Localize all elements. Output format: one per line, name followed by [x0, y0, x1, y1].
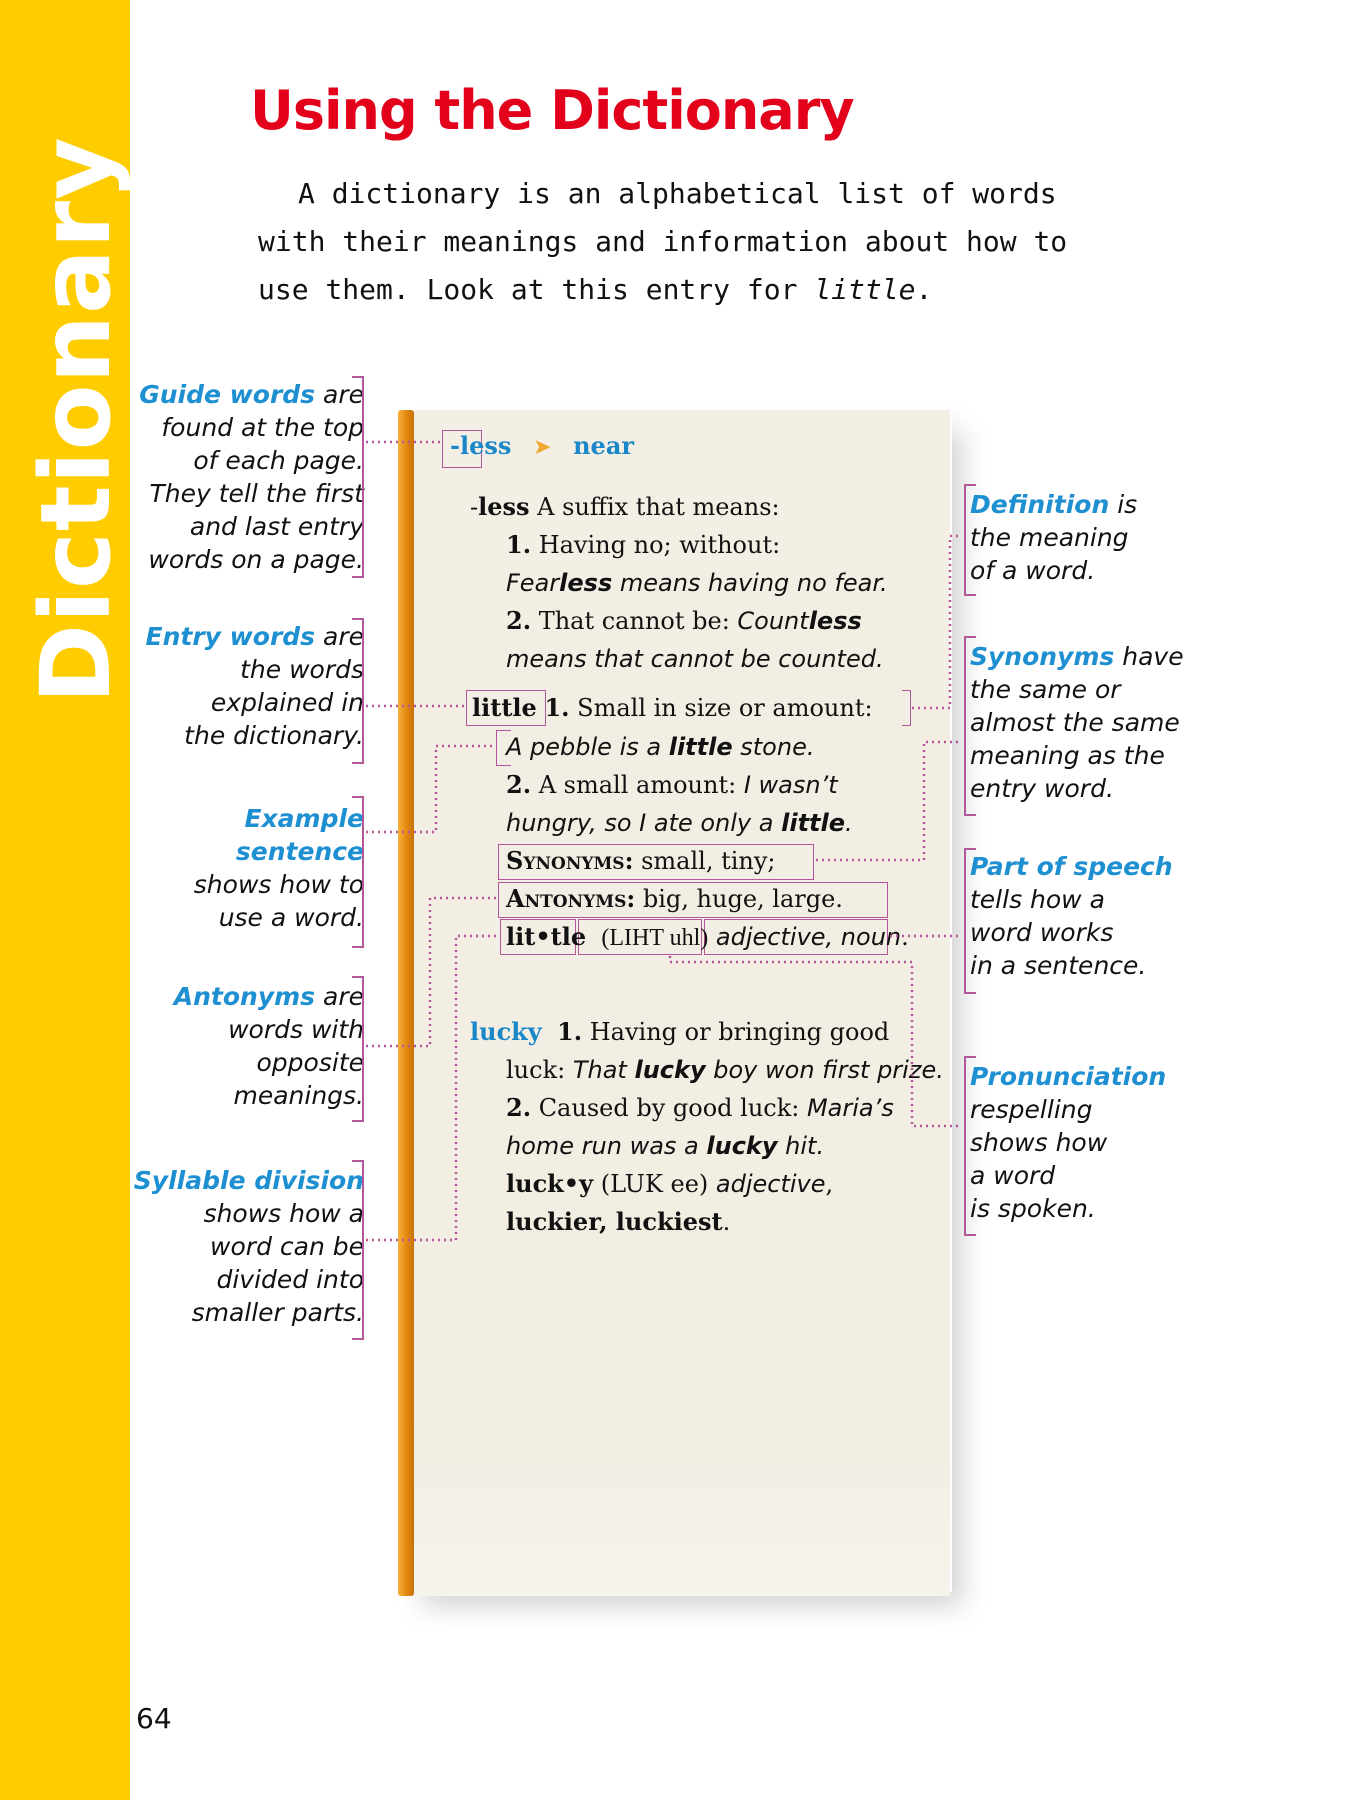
pronunciation-respelling: (LIHT uhl) [601, 925, 709, 951]
note-text: words on a page. [148, 545, 364, 574]
def-text: Having or bringing good [582, 1018, 890, 1046]
entry-lucky-example2 [506, 1134, 824, 1158]
intro-text-end: . [915, 273, 933, 306]
note-text: is [1109, 490, 1138, 519]
page-number: 64 [136, 1702, 172, 1735]
note-term: Pronunciation [970, 1062, 1167, 1091]
note-text: divided into [216, 1265, 364, 1294]
note-text: respelling [970, 1095, 1093, 1124]
entry-lucky-headword: lucky [470, 1017, 542, 1046]
entry-lucky-line2 [506, 1058, 944, 1082]
antonyms-label: Antonyms: [506, 884, 636, 913]
bracket-entry [352, 618, 364, 764]
note-text: almost the same [970, 708, 1180, 737]
note-text: smaller parts. [191, 1298, 364, 1327]
note-text: the words [240, 655, 364, 684]
bracket-syllable [352, 1160, 364, 1340]
note-text: entry word. [970, 774, 1114, 803]
note-text: a word [970, 1161, 1056, 1190]
example-text: Count [737, 607, 809, 635]
entry-less-example1 [506, 571, 888, 595]
syllable-division: luck•y [506, 1169, 594, 1198]
entry-lucky-line1 [470, 1017, 890, 1046]
note-text: are [315, 622, 364, 651]
example-text: means having no fear. [612, 569, 888, 597]
example-text: hit. [777, 1132, 825, 1160]
note-example-sentence [194, 802, 364, 934]
def-number: 2. [506, 606, 532, 635]
entry-little-example2 [506, 811, 853, 835]
entry-lucky-def2 [506, 1093, 894, 1122]
entry-little-line1 [472, 693, 873, 722]
def-text: Caused by good luck: [531, 1094, 807, 1122]
example-bold: lucky [634, 1056, 706, 1084]
definition-box-end [902, 690, 911, 726]
page-title: Using the Dictionary [250, 79, 854, 142]
punct: , [825, 1170, 834, 1198]
example-bold: less [808, 607, 862, 635]
def-number: 2. [506, 770, 532, 799]
synonyms-text: small, tiny; [633, 847, 776, 875]
guide-word-last: near [573, 431, 635, 460]
note-text: found at the top [161, 413, 364, 442]
note-text: word can be [210, 1232, 364, 1261]
entry-less-intro: A suffix that means: [529, 493, 780, 521]
example-text: stone. [732, 733, 815, 761]
note-term: Entry words [145, 622, 316, 651]
def-text: Having no; without: [531, 531, 781, 559]
entry-less-example2 [506, 647, 884, 671]
note-text: the meaning [970, 523, 1129, 552]
entry-little-synonyms [506, 846, 776, 875]
bracket-example [352, 796, 364, 948]
part-of-speech: adjective [715, 1170, 826, 1198]
note-text: is spoken. [970, 1194, 1096, 1223]
note-text: use a word. [218, 903, 364, 932]
entry-less-def2 [506, 606, 862, 635]
note-text: shows how a [203, 1199, 364, 1228]
note-text: the dictionary. [184, 721, 364, 750]
note-guide-words [139, 378, 364, 576]
def-text: A small amount: [531, 771, 744, 799]
part-of-speech: adjective, noun [715, 923, 902, 951]
intro-text: A dictionary is an alphabetical list of words with their meanings and information about how to use them. Look at this entry for [258, 177, 1068, 306]
note-text: They tell the first [149, 479, 364, 508]
note-term: Guide words [139, 380, 316, 409]
example-text: . [845, 809, 853, 837]
example-text: home run was a [506, 1132, 707, 1160]
section-sidebar [0, 0, 130, 1800]
entry-little-headword: little [472, 693, 537, 722]
note-pronunciation [970, 1060, 1166, 1225]
note-text: opposite [256, 1048, 364, 1077]
guide-words [450, 431, 635, 460]
def-text: luck: [506, 1056, 573, 1084]
intro-paragraph [258, 170, 1158, 314]
example-text: I wasn’t [743, 771, 838, 799]
note-text: shows how [970, 1128, 1108, 1157]
example-text: means that cannot be counted. [506, 645, 884, 673]
example-text: hungry, so I ate only a [506, 809, 782, 837]
bracket-guide [352, 376, 364, 578]
note-term: Definition [970, 490, 1110, 519]
sidebar-label: Dictionary [20, 136, 132, 704]
note-definition [970, 488, 1137, 587]
note-term: Synonyms [970, 642, 1115, 671]
entry-little-def2 [506, 770, 838, 799]
note-antonyms [174, 980, 364, 1112]
note-text: words with [228, 1015, 364, 1044]
note-text: and last entry [189, 512, 364, 541]
inflected-forms: luckier, luckiest [506, 1207, 723, 1236]
example-text: That [572, 1056, 635, 1084]
bracket-antonyms [352, 976, 364, 1122]
note-text: meanings. [233, 1081, 364, 1110]
note-term: Syllable division [133, 1166, 364, 1195]
example-bold: lucky [706, 1132, 778, 1160]
note-entry-words [146, 620, 364, 752]
entry-little-antonyms [506, 884, 843, 913]
note-text: are [315, 380, 364, 409]
entry-less-def1 [506, 530, 781, 559]
synonyms-label: Synonyms: [506, 846, 634, 875]
intro-italic-word: little [814, 273, 916, 306]
book-spine [398, 410, 414, 1596]
note-text: have [1114, 642, 1184, 671]
example-bold: little [781, 809, 846, 837]
note-term: Example [244, 804, 364, 833]
note-synonyms [970, 640, 1184, 805]
antonyms-text: big, huge, large. [635, 885, 843, 913]
punct: . [722, 1208, 731, 1236]
note-text: of each page. [193, 446, 364, 475]
entry-little-line-info [506, 922, 909, 951]
note-term: Part of speech [970, 852, 1173, 881]
def-number: 1. [544, 693, 570, 722]
entry-lucky-forms [506, 1207, 731, 1236]
punct: . [901, 923, 909, 951]
note-text: meaning as the [970, 741, 1165, 770]
example-bold: little [668, 733, 733, 761]
note-text: explained in [210, 688, 364, 717]
guide-arrow-icon: ➤ [533, 435, 552, 460]
entry-little-example1 [506, 735, 814, 759]
entry-less-line1 [470, 492, 780, 521]
example-text: Fear [506, 569, 560, 597]
note-text: of a word. [970, 556, 1096, 585]
def-number: 2. [506, 1093, 532, 1122]
def-number: 1. [557, 1017, 583, 1046]
entry-less-headword: less [478, 492, 530, 521]
note-syllable-division [134, 1164, 364, 1329]
syllable-division: lit•tle [506, 922, 587, 951]
note-text: are [315, 982, 364, 1011]
pronunciation-respelling: (LUK ee) [593, 1170, 716, 1198]
note-term: sentence [235, 837, 364, 866]
note-part-of-speech [970, 850, 1173, 982]
note-text: in a sentence. [970, 951, 1147, 980]
def-text: That cannot be: [531, 607, 738, 635]
example-text: boy won first prize. [705, 1056, 944, 1084]
note-text: tells how a [970, 885, 1105, 914]
def-number: 1. [506, 530, 532, 559]
note-term: Antonyms [173, 982, 316, 1011]
def-text: Small in size or amount: [569, 694, 873, 722]
entry-lucky-info [506, 1169, 834, 1198]
example-text: A pebble is a [506, 733, 669, 761]
example-bold: less [559, 569, 613, 597]
example-text: Maria’s [806, 1094, 894, 1122]
entry-less-dash: - [470, 493, 479, 521]
note-text: shows how to [193, 870, 364, 899]
note-text: word works [970, 918, 1114, 947]
note-text: the same or [970, 675, 1121, 704]
guide-word-first: -less [450, 431, 512, 460]
